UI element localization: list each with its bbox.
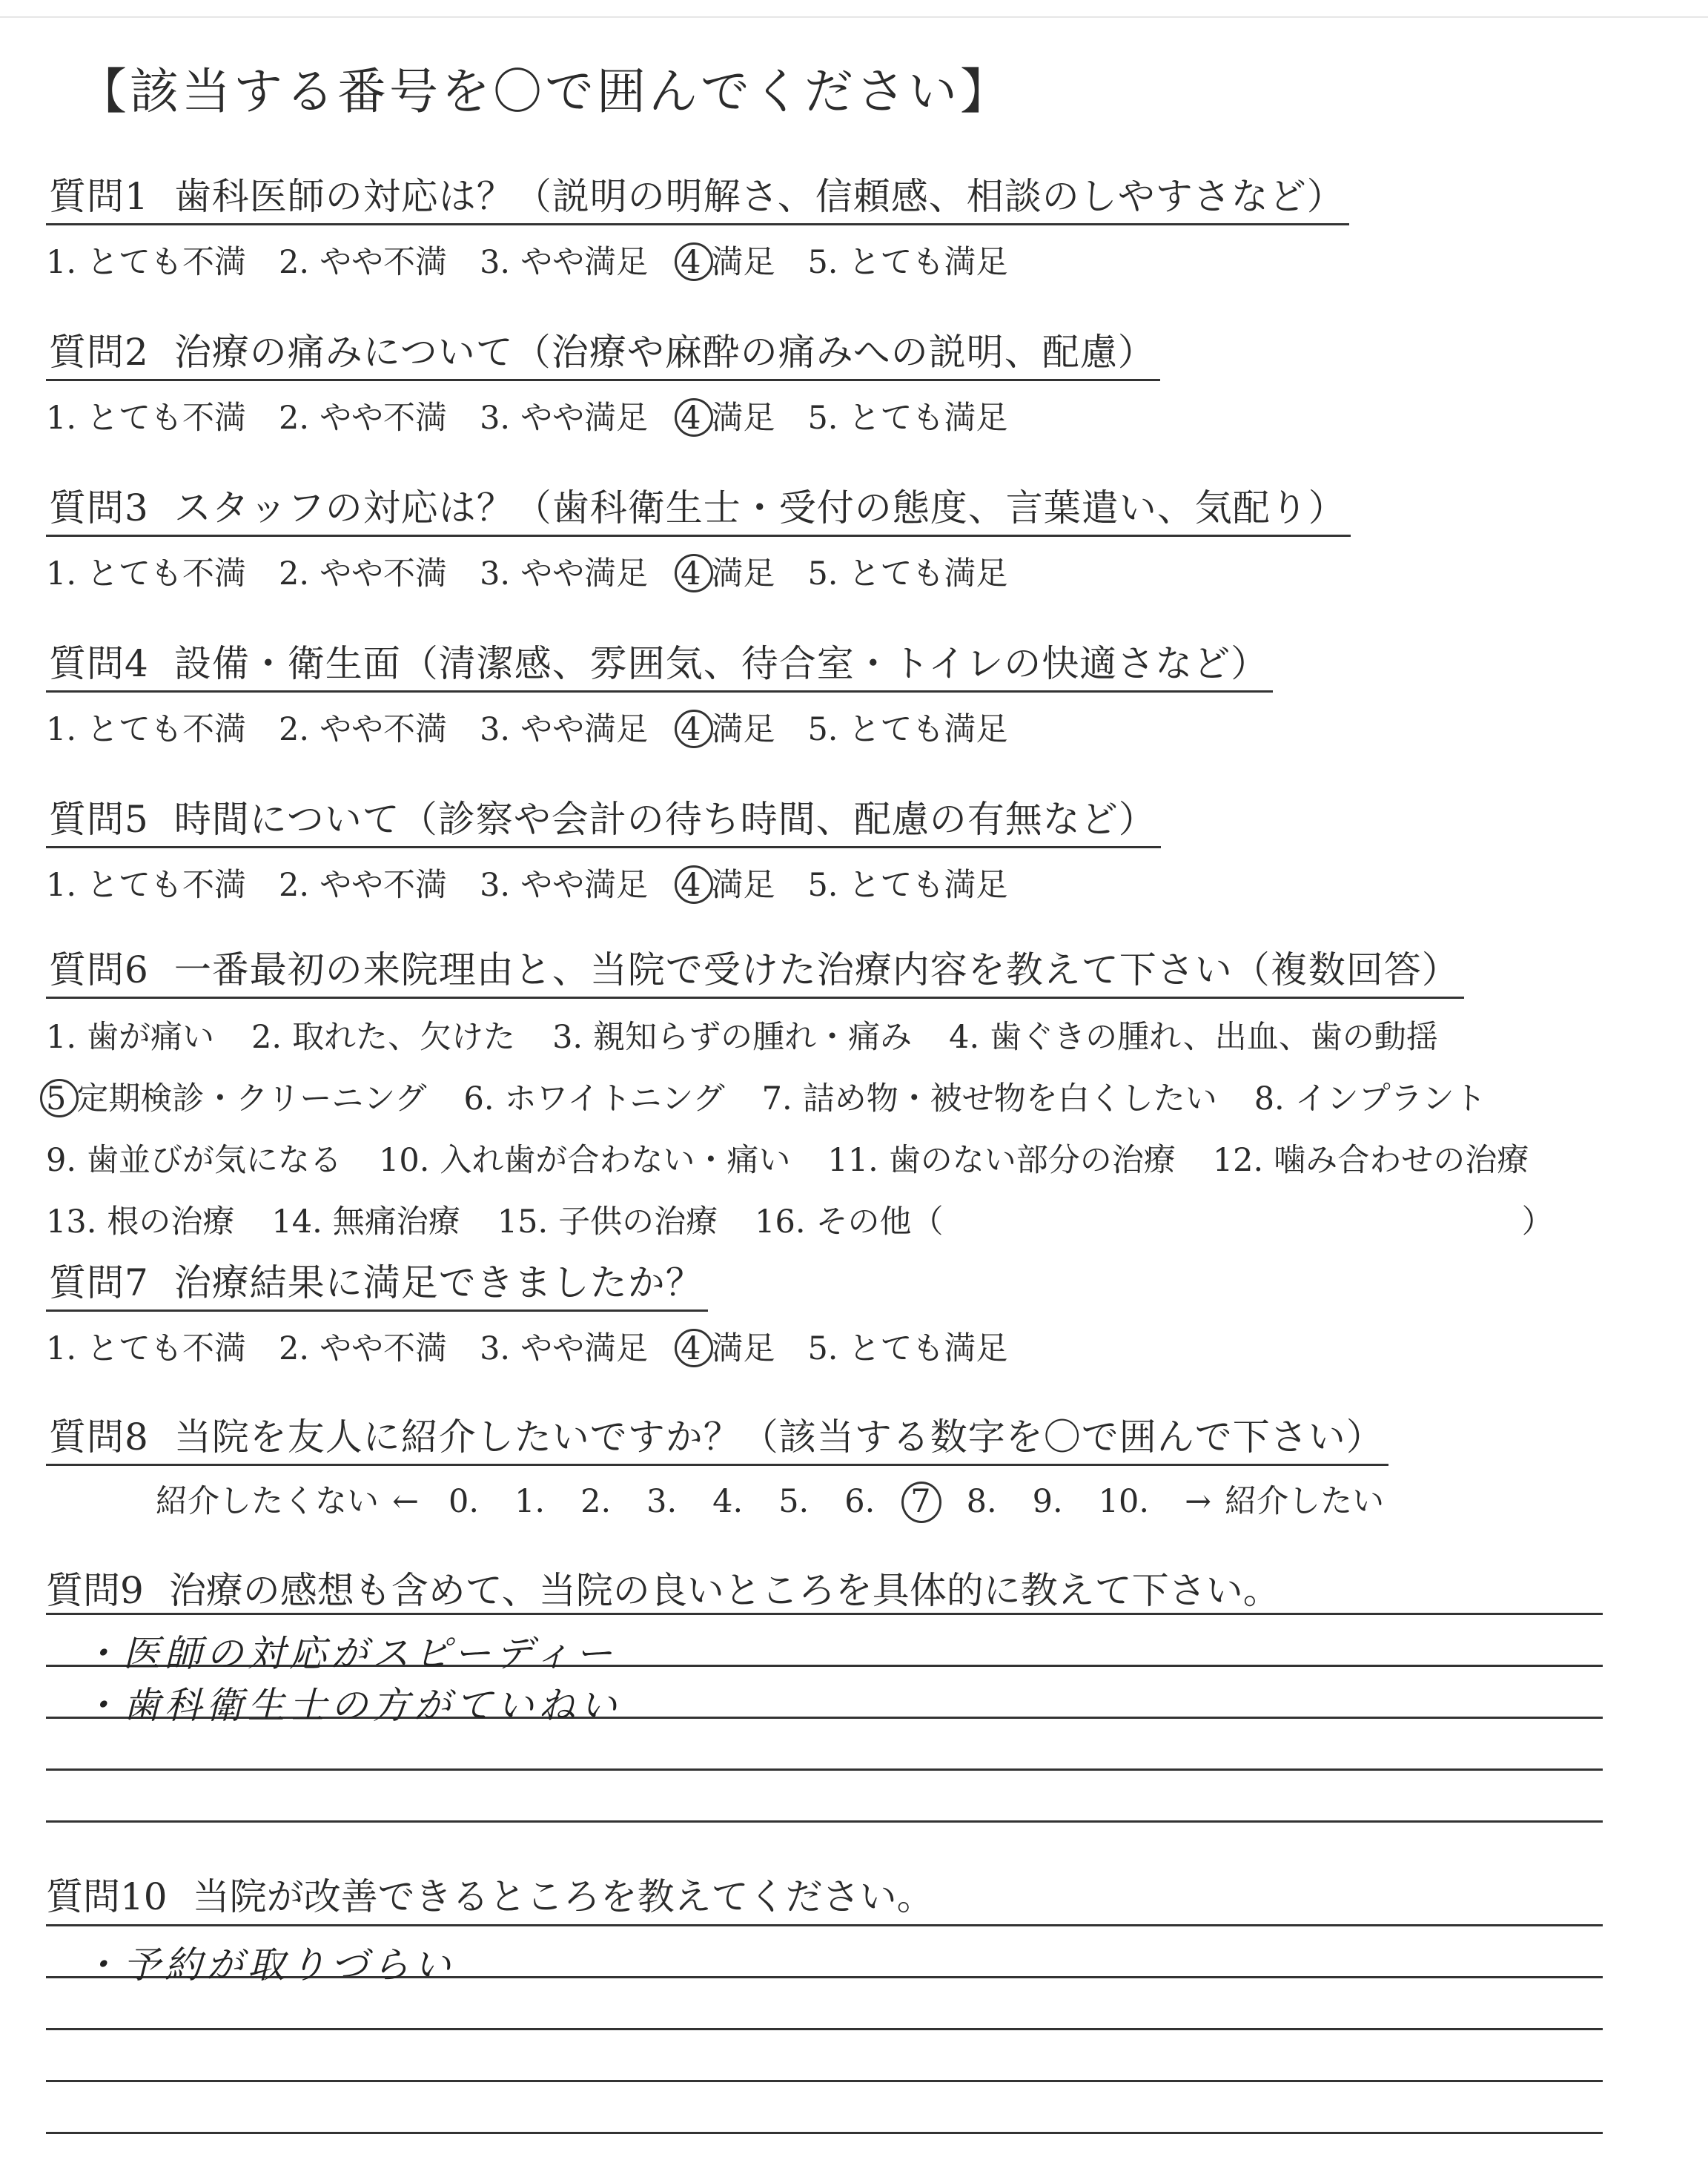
option-5-selected[interactable]: 5 定期検診・クリーニング (46, 1080, 427, 1117)
option-2[interactable]: 2. 取れた、欠けた (251, 1019, 516, 1056)
scale-3[interactable]: 3. (646, 1483, 678, 1520)
scale-left-label: 紹介したくない (156, 1483, 379, 1520)
question-6-text: 一番最初の来院理由と、当院で受けた治療内容を教えて下さい（複数回答） (173, 948, 1460, 991)
question-9-text: 治療の感想も含めて、当院の良いところを具体的に教えて下さい。 (168, 1569, 1280, 1612)
circled-mark: 4 (681, 555, 701, 592)
answer-rule (46, 1613, 1603, 1615)
option-1[interactable]: 1. とても不満 (46, 244, 247, 281)
option-5[interactable]: 5. とても満足 (807, 555, 1008, 592)
question-5-title (46, 790, 1161, 848)
handwritten-answer: ・歯科衛生士の方がていねい (82, 1684, 621, 1727)
scale-5[interactable]: 5. (778, 1483, 810, 1520)
question-9-title (46, 1561, 1280, 1614)
question-7-options (46, 1324, 1040, 1369)
top-divider (0, 16, 1708, 18)
option-5[interactable]: 5. とても満足 (807, 400, 1008, 437)
question-9 (46, 1561, 1280, 1614)
question-3-text: スタッフの対応は？（歯科衛生士・受付の態度、言葉遣い、気配り） (173, 486, 1346, 529)
option-3[interactable]: 3. やや満足 (480, 867, 649, 904)
option-5[interactable]: 5. とても満足 (807, 867, 1008, 904)
question-2 (46, 323, 1160, 438)
option-2[interactable]: 2. やや不満 (279, 711, 448, 748)
answer-rule (46, 1768, 1603, 1771)
option-1[interactable]: 1. とても不満 (46, 1330, 247, 1367)
option-5[interactable]: 5. とても満足 (807, 711, 1008, 748)
scale-4[interactable]: 4. (712, 1483, 744, 1520)
option-15[interactable]: 15. 子供の治療 (497, 1203, 718, 1241)
question-3-title (46, 478, 1351, 537)
question-4-number: 質問4 (49, 642, 149, 685)
circled-mark: 5 (46, 1080, 67, 1117)
question-8-number: 質問8 (49, 1416, 149, 1459)
option-3[interactable]: 3. 親知らずの腫れ・痛み (552, 1019, 913, 1056)
option-1[interactable]: 1. とても不満 (46, 400, 247, 437)
answer-rule (46, 2028, 1603, 2030)
option-1[interactable]: 1. とても不満 (46, 555, 247, 592)
option-4-selected[interactable]: 4 満足 (681, 867, 775, 904)
question-4-text: 設備・衛生面（清潔感、雰囲気、待合室・トイレの快適さなど） (173, 642, 1269, 685)
scale-10[interactable]: 10. (1098, 1483, 1150, 1520)
question-10 (46, 1867, 934, 1920)
question-8-title (46, 1407, 1388, 1466)
question-1 (46, 167, 1349, 283)
question-2-text: 治療の痛みについて（治療や麻酔の痛みへの説明、配慮） (173, 331, 1156, 374)
option-4-selected[interactable]: 4 満足 (681, 400, 775, 437)
question-5-text: 時間について（診察や会計の待ち時間、配慮の有無など） (173, 798, 1156, 841)
option-7[interactable]: 7. 詰め物・被せ物を白くしたい (761, 1080, 1217, 1117)
question-5-number: 質問5 (49, 798, 149, 841)
option-4-selected[interactable]: 4 満足 (681, 244, 775, 281)
option-3[interactable]: 3. やや満足 (480, 244, 649, 281)
question-8 (46, 1407, 1420, 1522)
option-13[interactable]: 13. 根の治療 (46, 1203, 235, 1241)
question-2-options (46, 393, 1160, 438)
scale-7-selected[interactable]: 7 (910, 1483, 931, 1520)
recommend-scale (156, 1476, 1420, 1522)
option-line-4 (46, 1197, 1591, 1242)
option-2[interactable]: 2. やや不満 (279, 555, 448, 592)
question-1-options (46, 237, 1349, 283)
question-1-number: 質問1 (49, 175, 149, 218)
question-10-number: 質問10 (46, 1875, 168, 1918)
option-5[interactable]: 5. とても満足 (807, 244, 1008, 281)
option-16-other[interactable]: 16. その他（ ） (755, 1203, 1554, 1241)
option-5[interactable]: 5. とても満足 (807, 1330, 1008, 1367)
question-6 (46, 940, 1591, 1258)
option-4[interactable]: 4. 歯ぐきの腫れ、出血、歯の動揺 (949, 1019, 1438, 1056)
scale-2[interactable]: 2. (580, 1483, 612, 1520)
option-4-selected[interactable]: 4 満足 (681, 711, 775, 748)
circled-mark: 4 (681, 867, 701, 904)
scale-0[interactable]: 0. (448, 1483, 480, 1520)
option-6[interactable]: 6. ホワイトニング (463, 1080, 725, 1117)
question-9-number: 質問9 (46, 1569, 144, 1612)
scale-9[interactable]: 9. (1032, 1483, 1063, 1520)
question-7-text: 治療結果に満足できましたか？ (173, 1261, 704, 1304)
option-1[interactable]: 1. とても不満 (46, 867, 247, 904)
question-4 (46, 634, 1273, 750)
question-10-text: 当院が改善できるところを教えてください。 (192, 1875, 934, 1918)
option-2[interactable]: 2. やや不満 (279, 867, 448, 904)
question-5-options (46, 860, 1161, 905)
option-9[interactable]: 9. 歯並びが気になる (46, 1142, 342, 1179)
scale-8[interactable]: 8. (966, 1483, 997, 1520)
answer-rule (46, 1924, 1603, 1926)
option-4-selected[interactable]: 4 満足 (681, 555, 775, 592)
option-4-selected[interactable]: 4 満足 (681, 1330, 775, 1367)
option-11[interactable]: 11. 歯のない部分の治療 (827, 1142, 1176, 1179)
option-3[interactable]: 3. やや満足 (480, 555, 649, 592)
question-7 (46, 1253, 1040, 1369)
question-5 (46, 790, 1161, 905)
question-2-number: 質問2 (49, 331, 149, 374)
handwritten-answer: ・予約が取りづらい (82, 1943, 455, 1986)
question-4-title (46, 634, 1273, 693)
question-3-options (46, 549, 1351, 594)
handwritten-answer: ・医師の対応がスピーディー (82, 1632, 617, 1675)
circled-mark: 4 (681, 400, 701, 437)
answer-rule (46, 2132, 1603, 2134)
option-3[interactable]: 3. やや満足 (480, 400, 649, 437)
question-1-text: 歯科医師の対応は？（説明の明解さ、信頼感、相談のしやすさなど） (173, 175, 1345, 218)
question-1-title (46, 167, 1349, 225)
option-14[interactable]: 14. 無痛治療 (271, 1203, 460, 1241)
question-2-title (46, 323, 1160, 381)
option-line-2 (46, 1074, 1591, 1119)
answer-rule (46, 1820, 1603, 1823)
question-10-title (46, 1867, 934, 1920)
option-3[interactable]: 3. やや満足 (480, 1330, 649, 1367)
answer-rule (46, 2080, 1603, 2082)
circled-mark: 4 (681, 711, 701, 748)
option-3[interactable]: 3. やや満足 (480, 711, 649, 748)
scale-6[interactable]: 6. (844, 1483, 875, 1520)
option-2[interactable]: 2. やや不満 (279, 244, 448, 281)
option-2[interactable]: 2. やや不満 (279, 400, 448, 437)
right-arrow-icon: → (1185, 1483, 1212, 1520)
option-line-1 (46, 1012, 1591, 1057)
left-arrow-icon: ← (392, 1483, 420, 1520)
question-6-number: 質問6 (49, 948, 149, 991)
option-10[interactable]: 10. 入れ歯が合わない・痛い (379, 1142, 791, 1179)
scale-right-label: 紹介したい (1225, 1483, 1385, 1520)
question-4-options (46, 704, 1273, 750)
scale-1[interactable]: 1. (514, 1483, 546, 1520)
question-6-title (46, 940, 1464, 999)
question-6-options (46, 1012, 1591, 1242)
circled-mark: 4 (681, 244, 701, 281)
question-7-number: 質問7 (49, 1261, 149, 1304)
question-8-text: 当院を友人に紹介したいですか？（該当する数字を〇で囲んで下さい） (173, 1416, 1384, 1459)
option-1[interactable]: 1. とても不満 (46, 711, 247, 748)
option-12[interactable]: 12. 噛み合わせの治療 (1212, 1142, 1529, 1179)
question-3 (46, 478, 1351, 594)
option-8[interactable]: 8. インプラント (1254, 1080, 1486, 1117)
option-1[interactable]: 1. 歯が痛い (46, 1019, 215, 1056)
question-3-number: 質問3 (49, 486, 149, 529)
circled-mark: 4 (681, 1330, 701, 1367)
question-7-title (46, 1253, 708, 1312)
option-2[interactable]: 2. やや不満 (279, 1330, 448, 1367)
page-header: 【該当する番号を〇で囲んでください】 (78, 63, 1012, 120)
option-line-3 (46, 1135, 1591, 1180)
